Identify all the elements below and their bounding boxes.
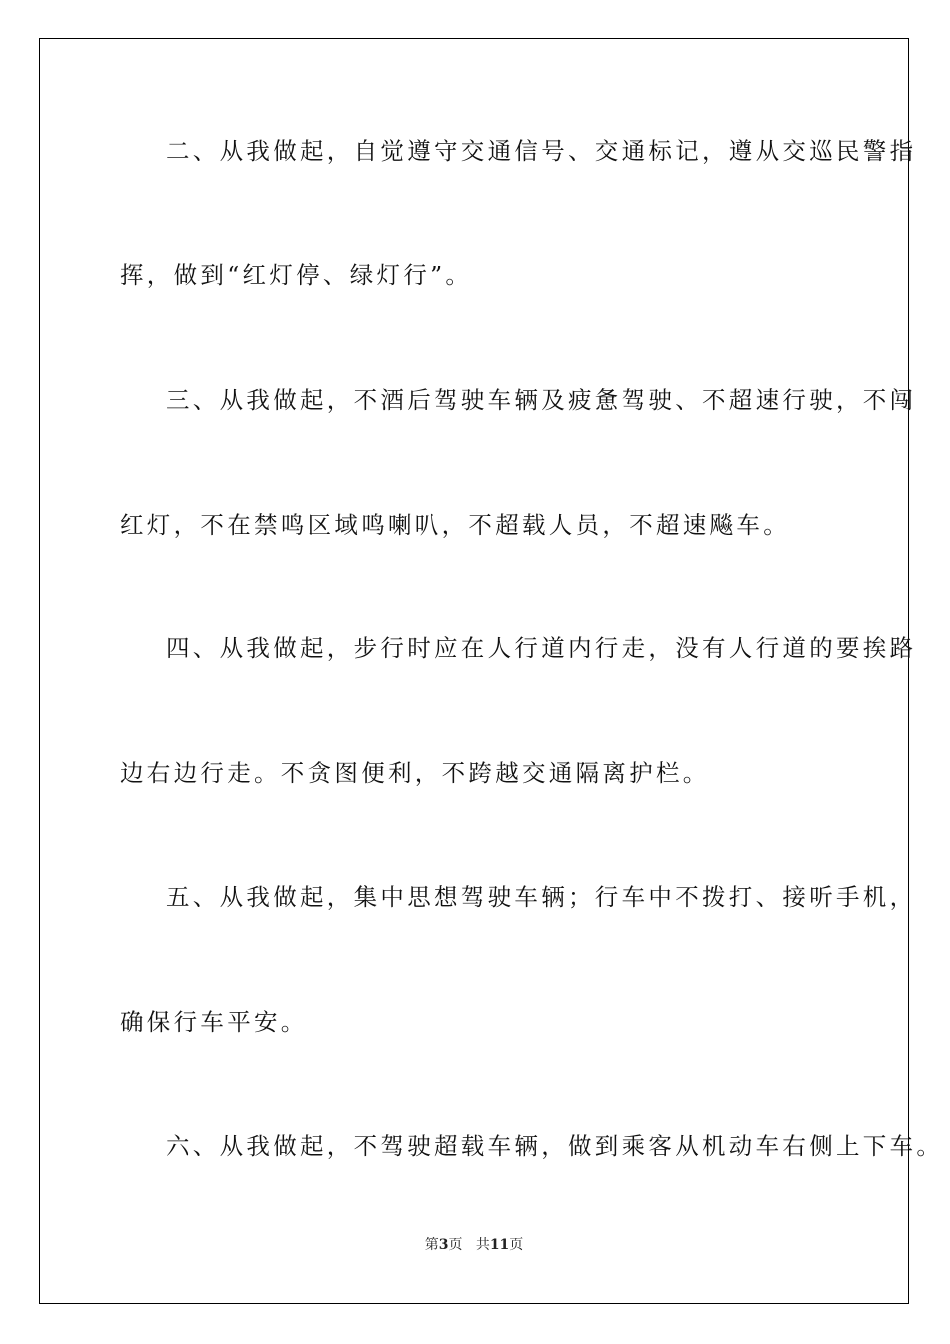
page-suffix: 页 xyxy=(448,1237,463,1253)
page-footer xyxy=(40,1234,908,1254)
paragraph-line: 确保行车平安。 xyxy=(120,1008,308,1036)
paragraph-line: 六、从我做起，不驾驶超载车辆，做到乘客从机动车右侧上下车。 xyxy=(166,1132,944,1160)
paragraph-line: 三、从我做起，不酒后驾驶车辆及疲惫驾驶、不超速行驶，不闯 xyxy=(166,386,917,414)
document-page xyxy=(39,38,944,1304)
page-number: 3 xyxy=(438,1237,449,1253)
paragraph-line: 红灯，不在禁鸣区域鸣喇叭，不超载人员，不超速飚车。 xyxy=(120,511,790,539)
total-pages: 11 xyxy=(489,1237,510,1253)
paragraph-line: 二、从我做起，自觉遵守交通信号、交通标记，遵从交巡民警指 xyxy=(166,137,917,165)
page-prefix: 第 xyxy=(424,1237,439,1253)
total-suffix: 页 xyxy=(509,1237,524,1253)
paragraph-line: 四、从我做起，步行时应在人行道内行走，没有人行道的要挨路 xyxy=(166,634,917,662)
paragraph-line: 边右边行走。不贪图便利，不跨越交通隔离护栏。 xyxy=(120,759,710,787)
paragraph-line: 五、从我做起，集中思想驾驶车辆；行车中不拨打、接听手机， xyxy=(166,883,917,911)
paragraph-line: 挥，做到“红灯停、绿灯行”。 xyxy=(120,261,473,289)
total-prefix: 共 xyxy=(475,1237,490,1253)
